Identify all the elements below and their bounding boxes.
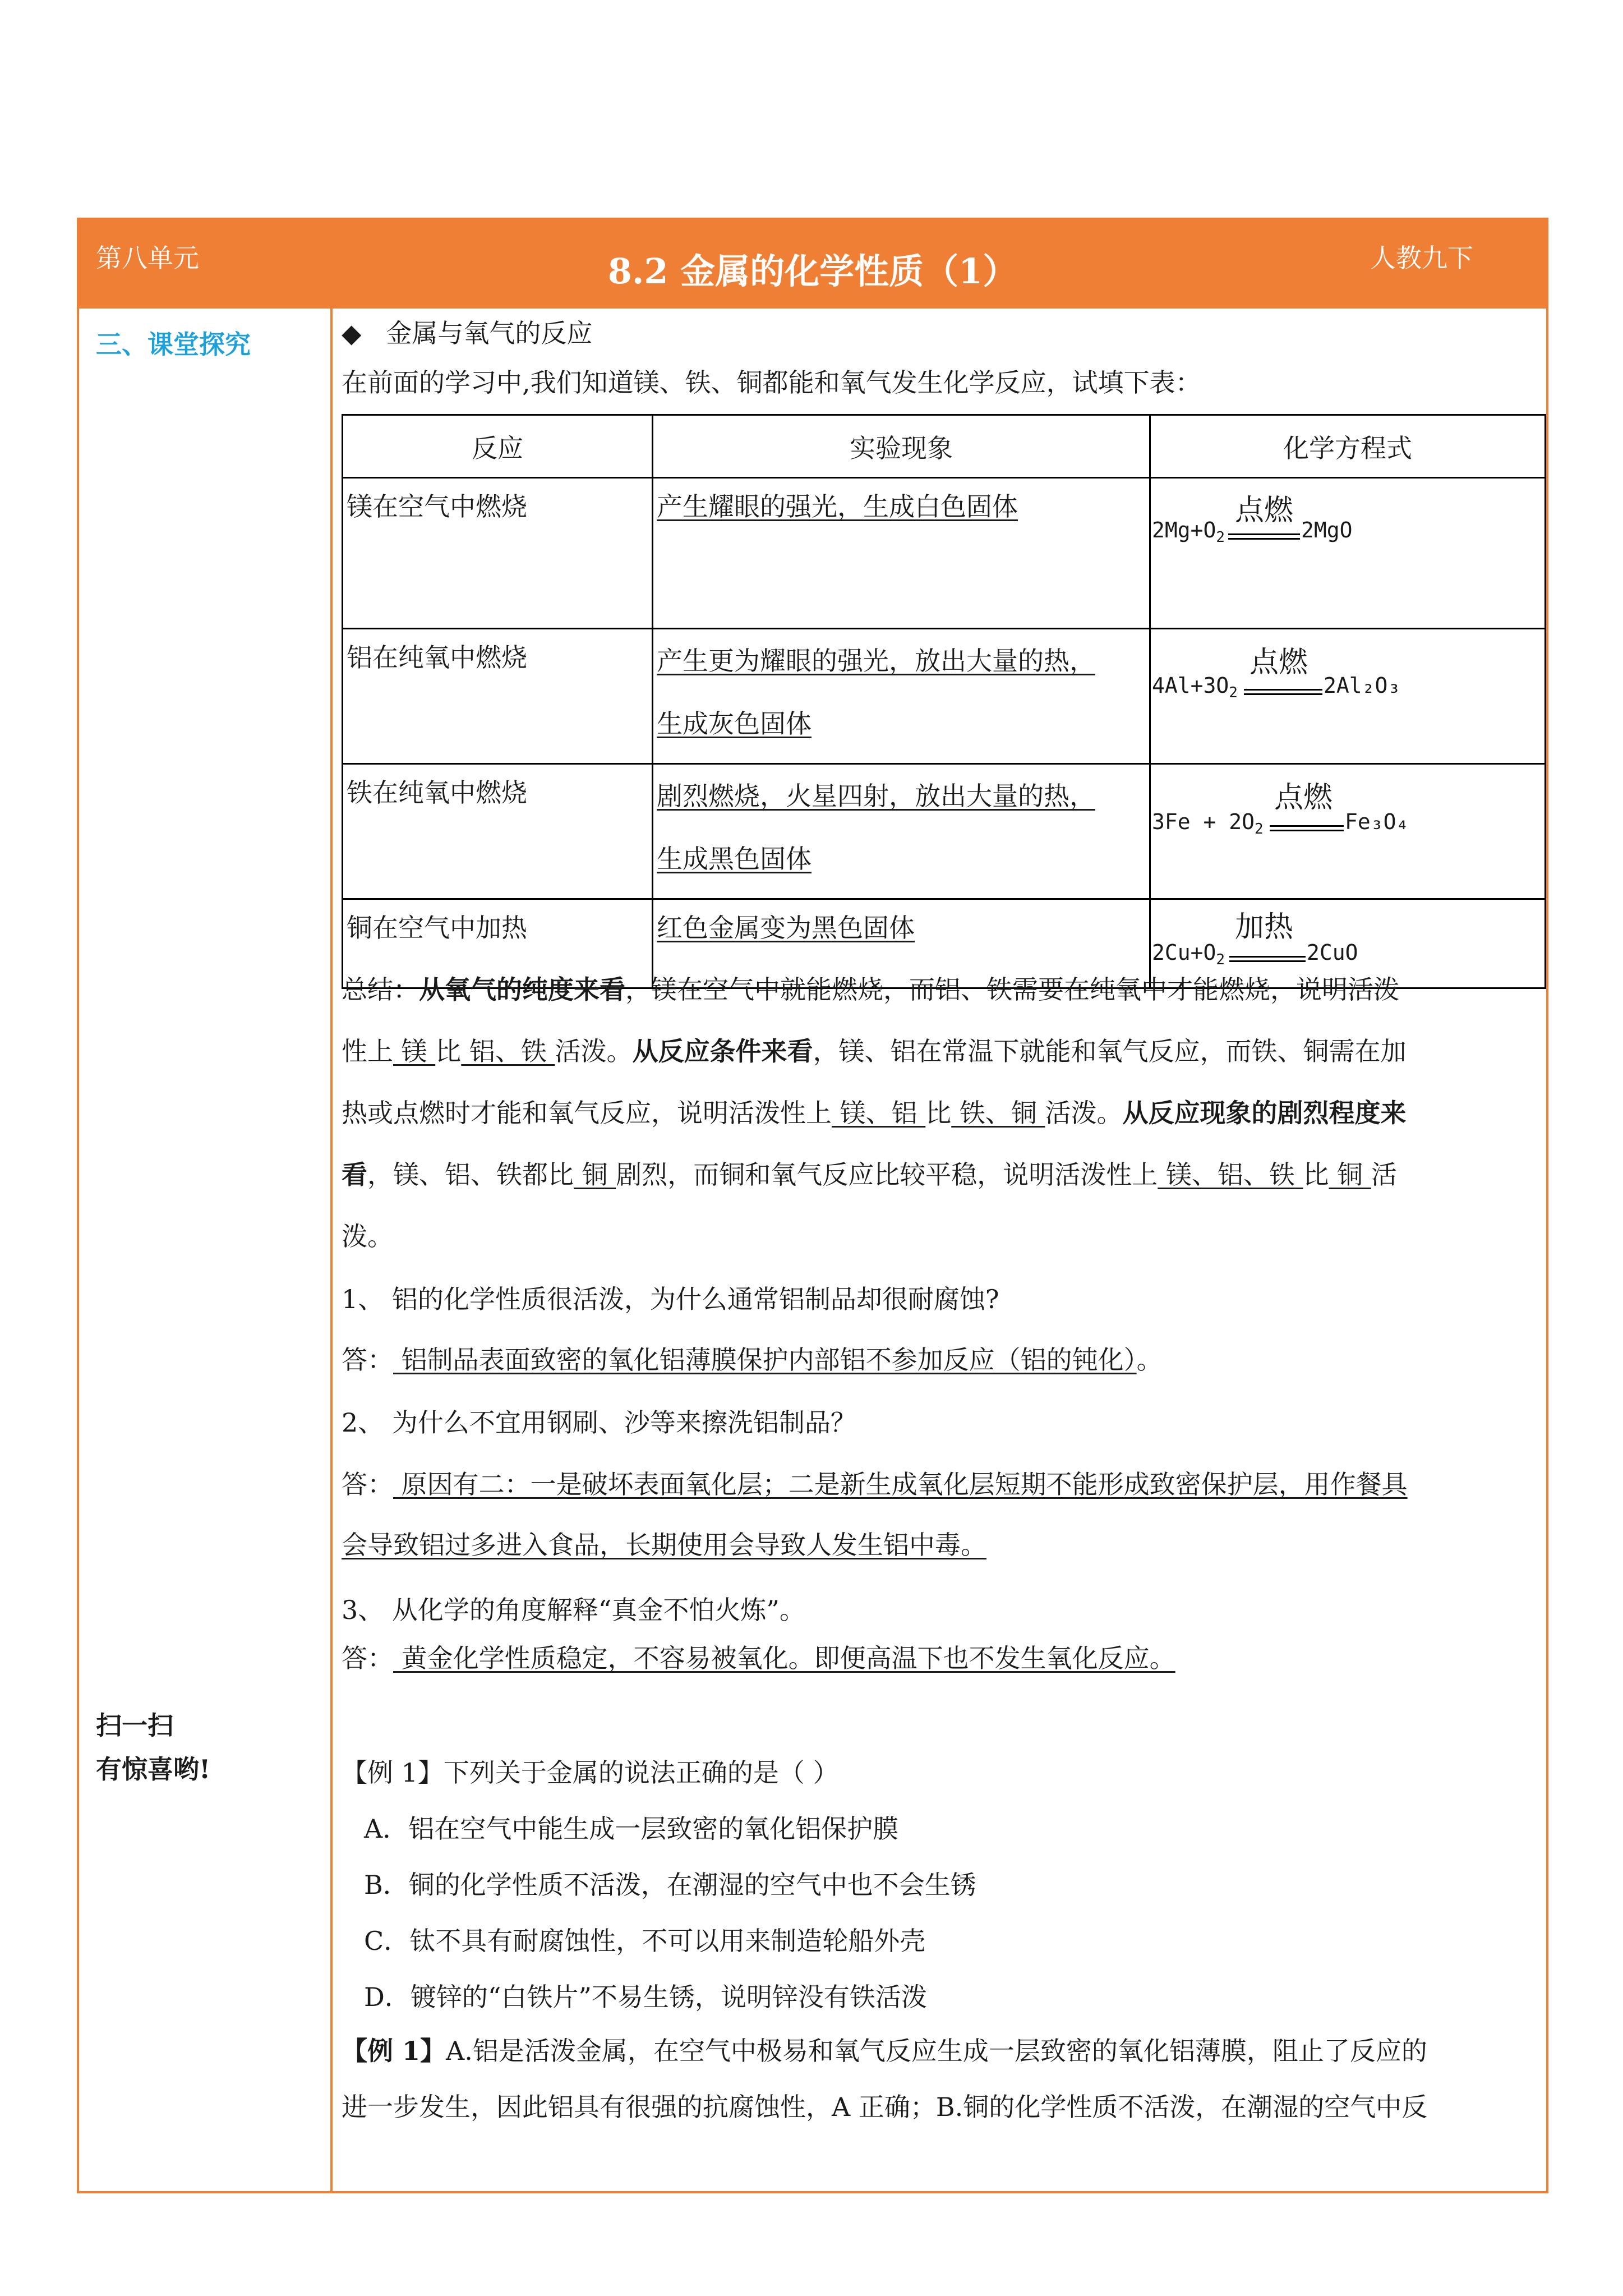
reaction-cell: 镁在空气中燃烧 <box>343 478 653 629</box>
example-stem: 【例 1】下列关于金属的说法正确的是（ ） <box>342 1757 839 1788</box>
equation-bar <box>1229 956 1306 958</box>
scan-line2: 有惊喜哟! <box>96 1754 211 1784</box>
bullet-icon: ◆ <box>342 318 362 348</box>
equation-right: 2MgO <box>1301 518 1353 542</box>
phenomenon-line: 红色金属变为黑色固体 <box>657 913 915 943</box>
phenomenon-cell <box>653 478 1150 629</box>
table-row <box>343 764 1546 899</box>
phenomenon-line: 产生耀眼的强光，生成白色固体 <box>657 491 1018 522</box>
answer-2-cont: 会导致铝过多进入食品，长期使用会导致人发生铝中毒。 <box>342 1530 986 1560</box>
phenomenon-line: 生成黑色固体 <box>657 844 811 874</box>
equation-condition: 点燃 <box>1249 646 1308 679</box>
equation-cell <box>1150 764 1546 899</box>
equation-bar <box>1244 693 1322 695</box>
example-option: D．镀锌的“白铁片”不易生锈，说明锌没有铁活泼 <box>364 1982 927 2012</box>
equation-cell <box>1150 478 1546 629</box>
unit-label: 第八单元 <box>96 243 199 273</box>
summary-line: 总结：从氧气的纯度来看，镁在空气中就能燃烧，而铝、铁需要在纯氧中才能燃烧，说明活泼 <box>342 974 1399 1005</box>
answer-3: 答： 黄金化学性质稳定，不容易被氧化。即便高温下也不发生氧化反应。 <box>342 1643 1175 1673</box>
equation-bar <box>1270 830 1344 831</box>
col-header-reaction: 反应 <box>343 415 653 478</box>
phenomenon-line: 剧烈燃烧，火星四射，放出大量的热， <box>657 781 1095 811</box>
equation-bar <box>1270 825 1344 827</box>
equation-left: $4Al+3O_2$ <box>1152 673 1238 701</box>
question-3: 3、 从化学的角度解释“真金不怕火炼”。 <box>342 1595 805 1625</box>
page-title: 8.2 金属的化学性质（1） <box>607 251 1018 292</box>
topic-heading <box>342 313 592 350</box>
phenomenon-cell <box>653 764 1150 899</box>
reaction-cell: 铁在纯氧中燃烧 <box>343 764 653 899</box>
example-option: B．铜的化学性质不活泼，在潮湿的空气中也不会生锈 <box>364 1870 976 1900</box>
equation-left: $2Mg+O_2$ <box>1152 518 1225 546</box>
reaction-cell: 铜在空气中加热 <box>343 899 653 988</box>
example-option: A．铝在空气中能生成一层致密的氧化铝保护膜 <box>364 1814 899 1844</box>
equation-bar <box>1228 538 1300 540</box>
summary-line: 热或点燃时才能和氧气反应，说明活泼性上 镁、铝 比 铁、铜 活泼。从反应现象的剧烈程度来 <box>342 1098 1407 1128</box>
answer-1: 答： 铝制品表面致密的氧化铝薄膜保护内部铝不参加反应（铝的钝化）。 <box>342 1345 1163 1375</box>
equation-bar <box>1244 689 1322 691</box>
col-header-phenomenon: 实验现象 <box>653 415 1150 478</box>
equation-left: $2Cu+O_2$ <box>1152 940 1225 968</box>
phenomenon-cell <box>653 629 1150 764</box>
equation-condition: 点燃 <box>1235 494 1294 527</box>
summary-line: 看，镁、铝、铁都比 铜 剧烈，而铜和氧气反应比较平稳，说明活泼性上 镁、铝、铁 比 铜 活 <box>342 1159 1397 1190</box>
equation-left: $3Fe + 2O_2$ <box>1152 809 1264 838</box>
equation-right: 2CuO <box>1307 940 1358 965</box>
equation-condition: 点燃 <box>1274 781 1333 815</box>
equation-right: 2Al₂O₃ <box>1324 673 1401 698</box>
question-2: 2、 为什么不宜用钢刷、沙等来擦洗铝制品？ <box>342 1407 856 1438</box>
equation-bar <box>1229 960 1306 962</box>
scan-line1: 扫一扫 <box>96 1710 173 1741</box>
answer-2: 答： 原因有二：一是破坏表面氧化层；二是新生成氧化层短期不能形成致密保护层，用作餐具 <box>342 1469 1408 1499</box>
reaction-cell: 铝在纯氧中燃烧 <box>343 629 653 764</box>
equation-bar <box>1228 533 1300 535</box>
lesson-sheet <box>77 218 1548 2193</box>
scan-prompt <box>96 1704 210 1791</box>
col-header-equation: 化学方程式 <box>1150 415 1546 478</box>
equation-cell <box>1150 629 1546 764</box>
equation-condition: 加热 <box>1235 910 1294 944</box>
equation-right: Fe₃O₄ <box>1345 809 1409 834</box>
table-row <box>343 629 1546 764</box>
example-answer-cont: 进一步发生，因此铝具有很强的抗腐蚀性，A 正确；B.铜的化学性质不活泼，在潮湿的空气中反 <box>342 2092 1428 2122</box>
topic-heading-text: 金属与氧气的反应 <box>386 318 593 348</box>
column-divider <box>330 309 333 2191</box>
question-1: 1、 铝的化学性质很活泼，为什么通常铝制品却很耐腐蚀? <box>342 1284 999 1314</box>
table-header-row <box>343 415 1546 478</box>
summary-line: 泼。 <box>342 1221 393 1251</box>
header-bar <box>79 220 1546 309</box>
phenomenon-line: 产生更为耀眼的强光，放出大量的热， <box>657 646 1095 676</box>
table-row <box>343 478 1546 629</box>
reaction-table <box>342 414 1546 989</box>
intro-lead: 在前面的学习中,我们知道镁、铁、铜都能和氧气发生化学反应，试填下表： <box>342 367 1201 398</box>
example-answer: 【例 1】A.铝是活泼金属，在空气中极易和氧气反应生成一层致密的氧化铝薄膜，阻止了反应的 <box>342 2036 1427 2066</box>
edition-label: 人教九下 <box>1370 243 1473 273</box>
section-title: 三、课堂探究 <box>96 329 251 360</box>
example-option: C．钛不具有耐腐蚀性，不可以用来制造轮船外壳 <box>364 1926 926 1956</box>
summary-line: 性上 镁 比 铝、铁 活泼。从反应条件来看，镁、铝在常温下就能和氧气反应，而铁、铜需在加 <box>342 1036 1407 1066</box>
phenomenon-line: 生成灰色固体 <box>657 708 811 739</box>
